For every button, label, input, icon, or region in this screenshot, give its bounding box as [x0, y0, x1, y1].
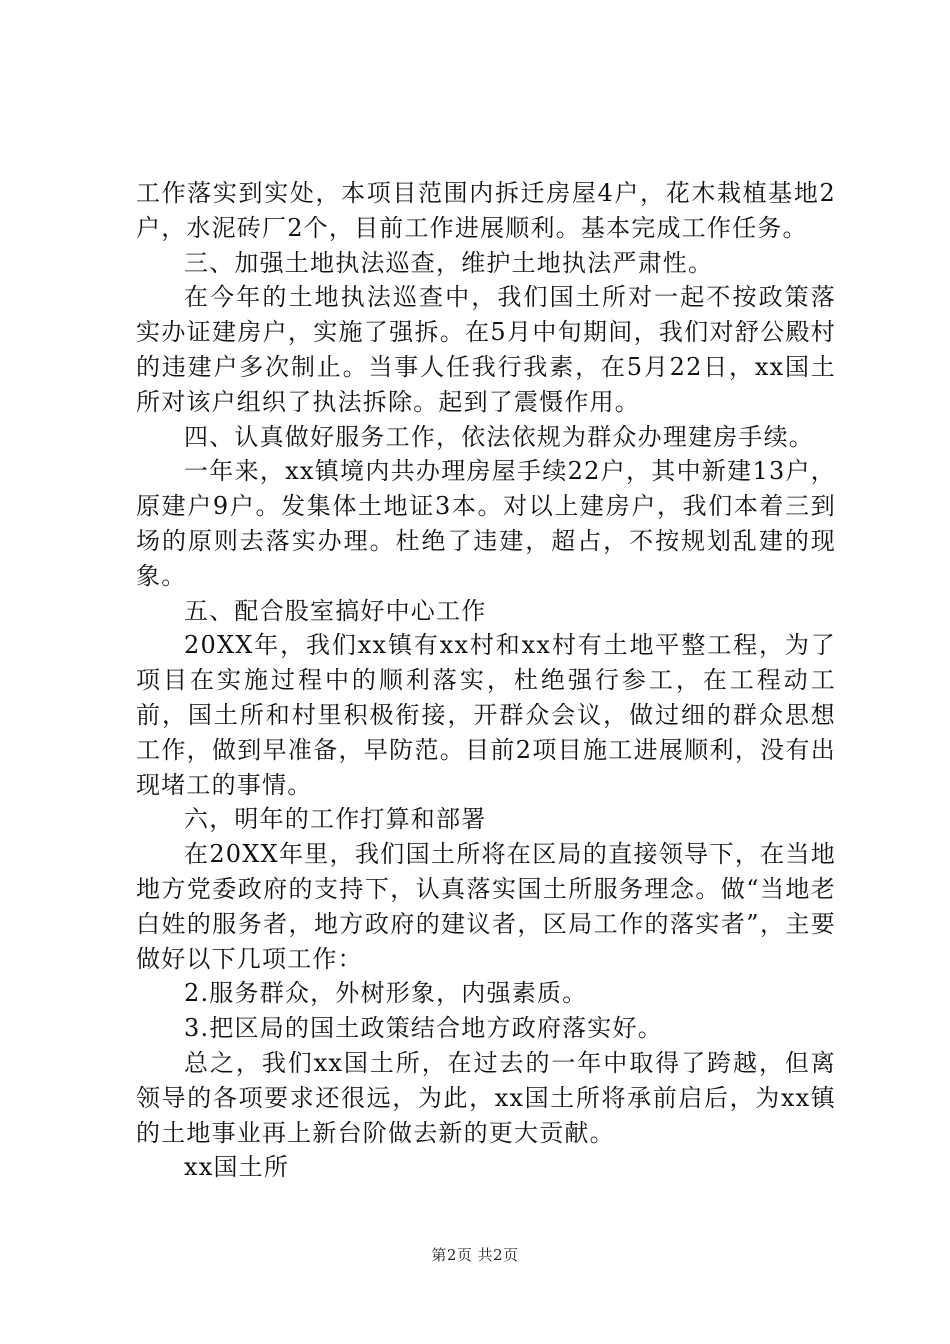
section-heading-4: 四、认真做好服务工作，依法依规为群众办理建房手续。 — [184, 422, 814, 451]
section-heading-6: 六，明年的工作打算和部署 — [184, 805, 487, 834]
paragraph: 在今年的土地执法巡查中，我们国土所对一起不按政策落实办证建房户，实施了强拆。在5月中旬期间，我们对舒公殿村的违建户多次制止。当事人任我行我素，在5月22日，xx国土所对该户组织了执法拆除。起到了震慑作用。 — [136, 283, 836, 416]
signature: xx国土所 — [184, 1153, 290, 1182]
paragraph: 20XX年，我们xx镇有xx村和xx村有土地平整工程，为了项目在实施过程中的顺利落实，杜绝强行参工，在工程动工前，国土所和村里积极衔接，开群众会议，做过细的群众思想工作，做到早准备，早防范。目前2项目施工进展顺利，没有出现堵工的事情。 — [136, 631, 836, 799]
paragraph: 一年来，xx镇境内共办理房屋手续22户，其中新建13户，原建户9户。发集体土地证3本。对以上建房户，我们本着三到场的原则去落实办理。杜绝了违建，超占，不按规划乱建的现象。 — [136, 457, 836, 590]
paragraph: 在20XX年里，我们国土所将在区局的直接领导下，在当地地方党委政府的支持下，认真落实国土所服务理念。做“当地老白姓的服务者，地方政府的建议者，区局工作的落实者”，主要做好以下几项工作： — [136, 840, 836, 973]
page-number-footer: 第2页 共2页 — [431, 1246, 519, 1264]
section-heading-5: 五、配合股室搞好中心工作 — [184, 596, 487, 625]
list-item: 3.把区局的国土政策结合地方政府落实好。 — [184, 1014, 663, 1043]
document-body — [136, 176, 836, 1185]
section-heading-3: 三、加强土地执法巡查，维护土地执法严肃性。 — [184, 248, 714, 277]
list-item: 2.服务群众，外树形象，内强素质。 — [184, 979, 588, 1008]
paragraph-continuation: 工作落实到实处，本项目范围内拆迁房屋4户，花木栽植基地2户，水泥砖厂2个，目前工作进展顺利。基本完成工作任务。 — [136, 179, 836, 242]
paragraph-conclusion: 总之，我们xx国土所，在过去的一年中取得了跨越，但离领导的各项要求还很远，为此，xx国土所将承前启后，为xx镇的土地事业再上新台阶做去新的更大贡献。 — [136, 1048, 836, 1147]
